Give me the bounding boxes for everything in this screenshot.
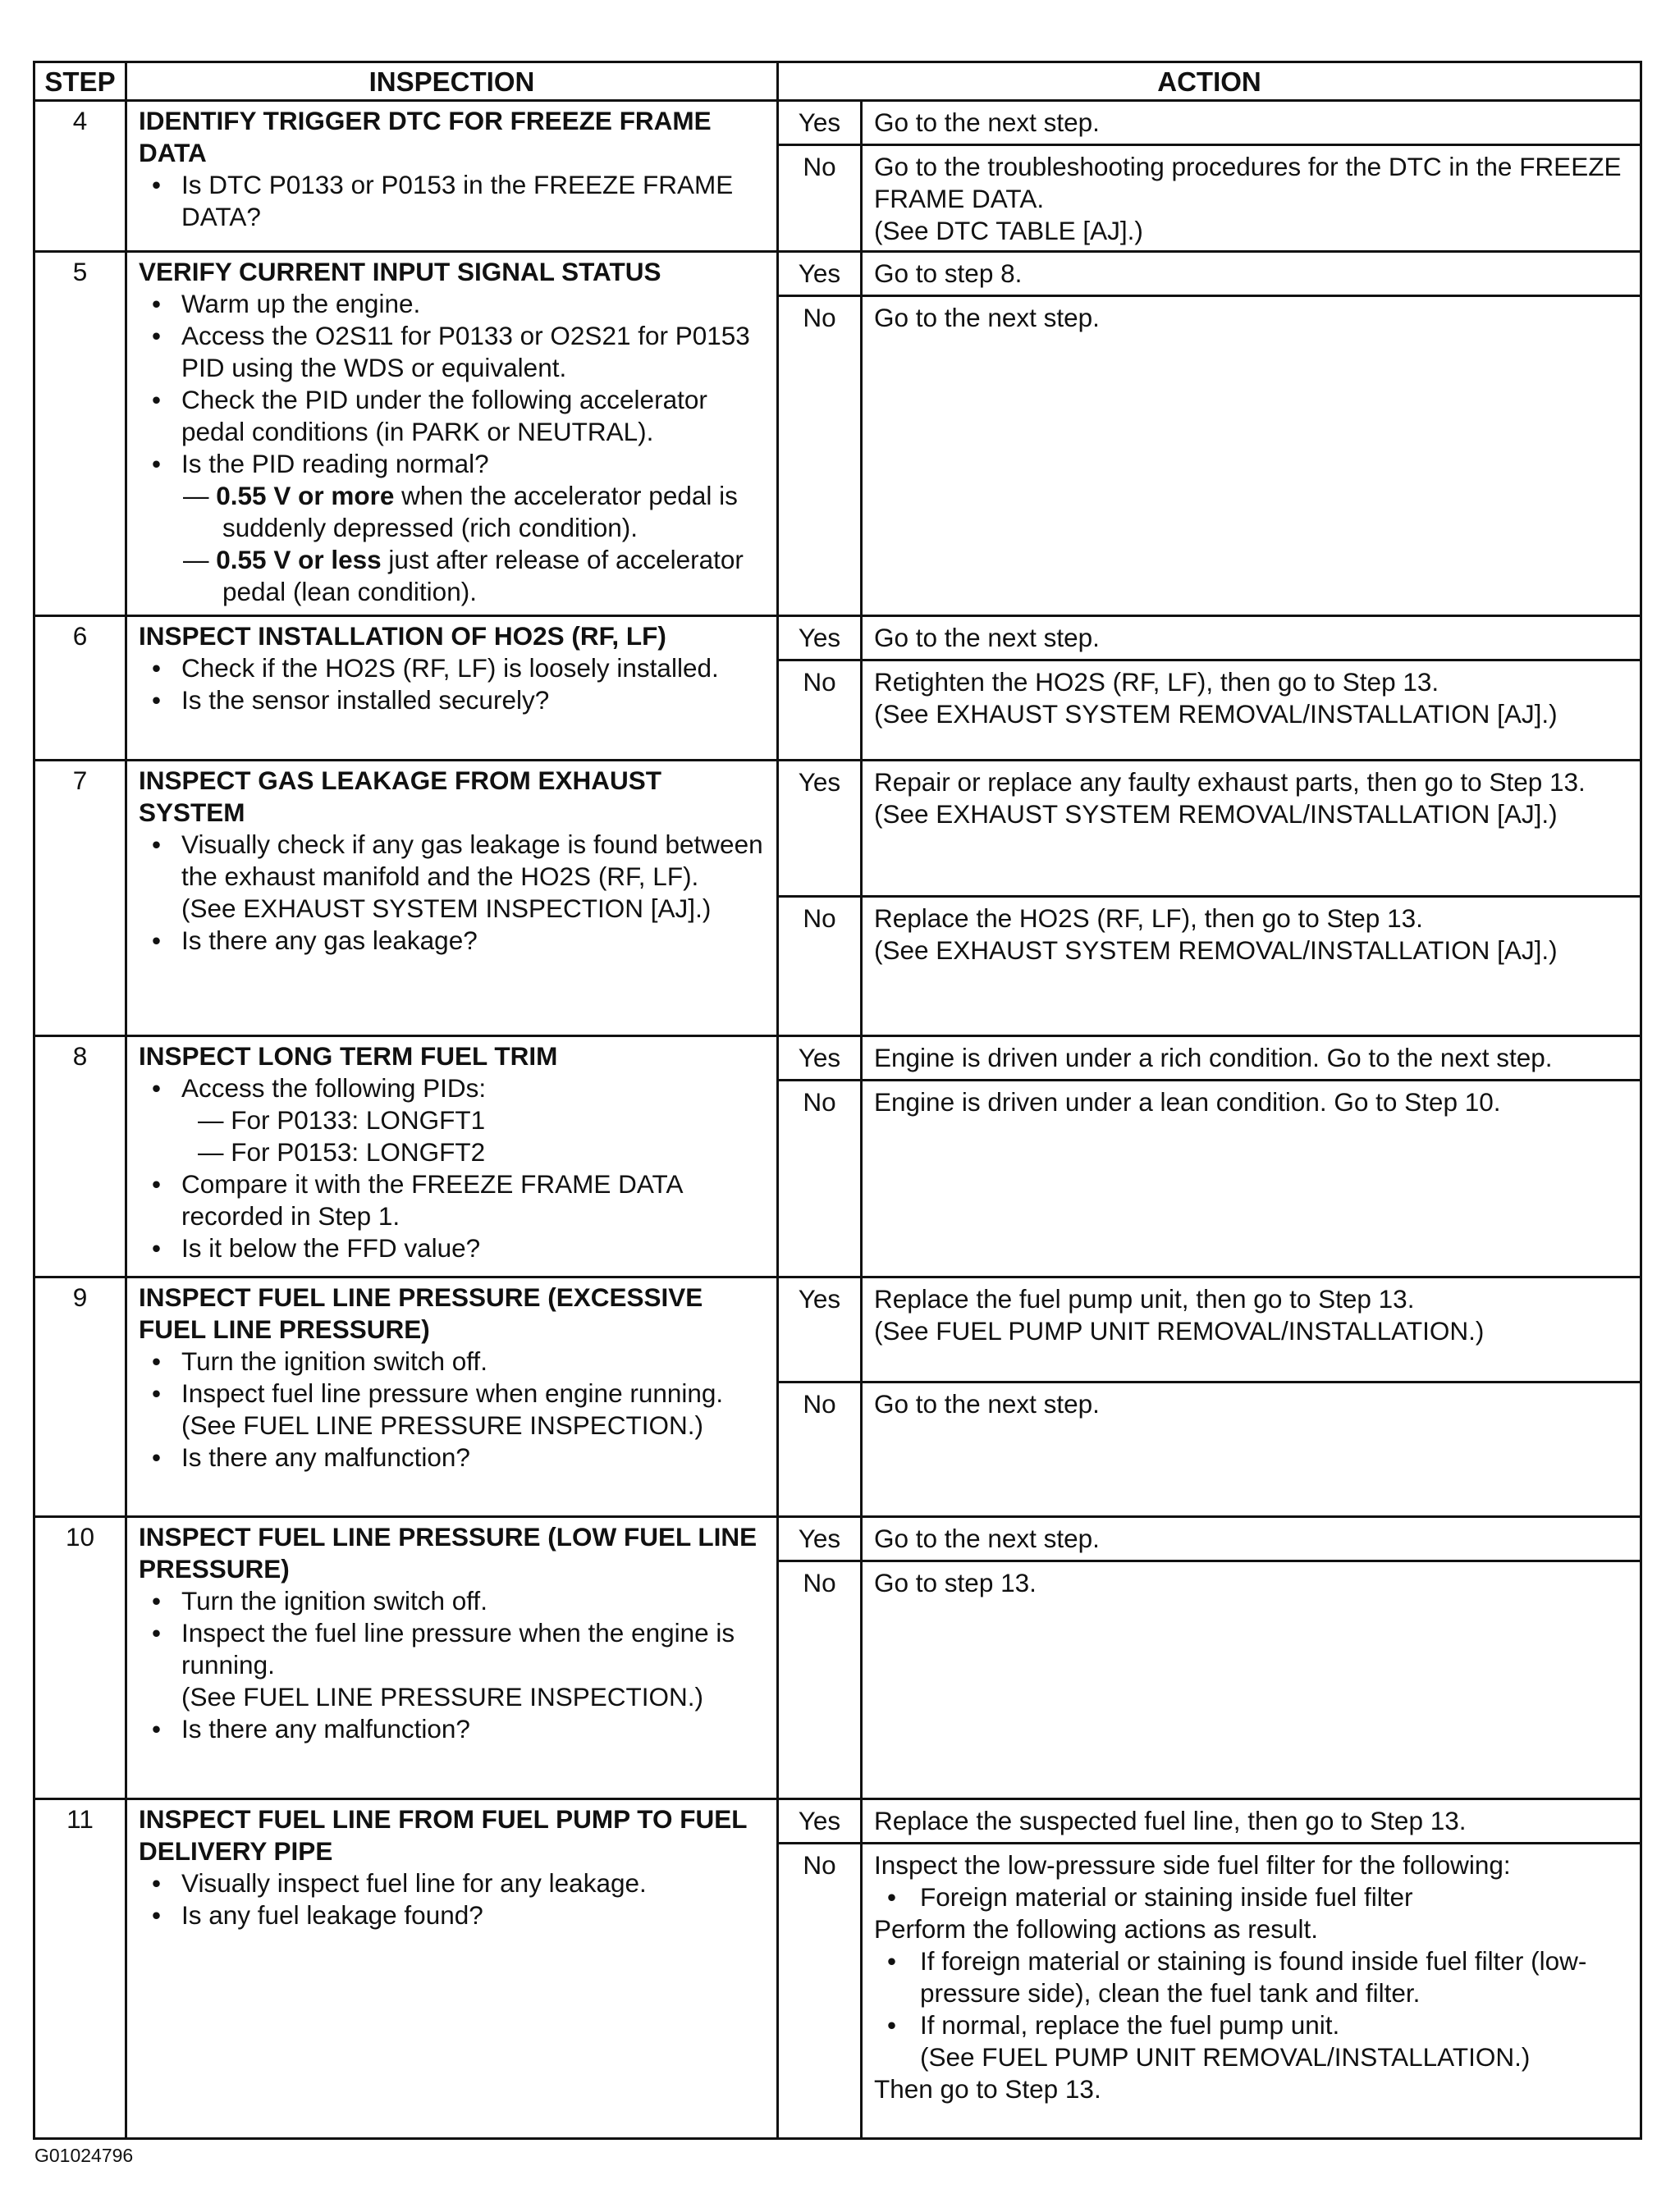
yes-action: Repair or replace any faulty exhaust parts, then go to Step 13. (See EXHAUST SYSTEM REMOVAL/INSTALLATION [AJ].) <box>862 761 1641 897</box>
step-number: 8 <box>34 1036 126 1277</box>
yes-action: Engine is driven under a rich condition. Go to the next step. <box>862 1036 1641 1081</box>
inspection-cell <box>126 761 778 1036</box>
no-action-results <box>874 1945 1630 2073</box>
inspection-item: • Access the O2S11 for P0133 or O2S21 for P0153 PID using the WDS or equivalent. <box>139 320 767 384</box>
no-action-end: Then go to Step 13. <box>874 2074 1101 2104</box>
yes-action: Replace the fuel pump unit, then go to Step 13. (See FUEL PUMP UNIT REMOVAL/INSTALLATION.) <box>862 1277 1641 1382</box>
inspection-item: • Turn the ignition switch off. <box>139 1585 767 1617</box>
inspection-cell <box>126 1799 778 2139</box>
step-number: 9 <box>34 1277 126 1517</box>
no-action: Go to the troubleshooting procedures for the DTC in the FREEZE FRAME DATA. (See DTC TABLE [AJ].) <box>862 145 1641 252</box>
yes-label: Yes <box>778 252 862 296</box>
no-action-intro: Inspect the low-pressure side fuel filter for the following: <box>874 1850 1511 1880</box>
yes-action: Go to the next step. <box>862 1517 1641 1561</box>
step-row-yes <box>34 1799 1641 1844</box>
no-label: No <box>778 1844 862 2139</box>
no-action-mid: Perform the following actions as result. <box>874 1914 1318 1944</box>
no-label: No <box>778 1081 862 1277</box>
inspection-item: • Is any fuel leakage found? <box>139 1899 767 1931</box>
voltage-criterion: — 0.55 V or more when the accelerator pedal is suddenly depressed (rich condition). <box>183 481 738 542</box>
figure-id: G01024796 <box>34 2145 134 2166</box>
no-action: Go to step 13. <box>862 1561 1641 1799</box>
inspection-cell <box>126 1277 778 1517</box>
no-label: No <box>778 145 862 252</box>
inspection-item: • Visually inspect fuel line for any leakage. <box>139 1867 767 1899</box>
inspection-cell <box>126 1036 778 1277</box>
no-label: No <box>778 296 862 616</box>
no-action: Go to the next step. <box>862 296 1641 616</box>
inspection-item: • Is there any malfunction? <box>139 1713 767 1745</box>
step-number: 10 <box>34 1517 126 1799</box>
inspection-list <box>139 652 767 716</box>
inspection-cell <box>126 101 778 252</box>
inspection-item: • Is it below the FFD value? <box>139 1232 767 1264</box>
no-action-result: • If foreign material or staining is found inside fuel filter (low-pressure side), clean the fuel tank and filter. <box>874 1945 1630 2009</box>
inspection-item: • Is the PID reading normal? <box>139 448 767 480</box>
step-number: 6 <box>34 616 126 761</box>
header-row <box>34 62 1641 101</box>
voltage-value: 0.55 V or more <box>216 481 395 510</box>
step-number: 5 <box>34 252 126 616</box>
step-row-yes <box>34 1036 1641 1081</box>
inspection-title: INSPECT FUEL LINE PRESSURE (EXCESSIVE FUEL LINE PRESSURE) <box>139 1282 703 1344</box>
yes-label: Yes <box>778 1036 862 1081</box>
inspection-list <box>139 288 767 608</box>
inspection-title: INSPECT FUEL LINE FROM FUEL PUMP TO FUEL DELIVERY PIPE <box>139 1804 747 1866</box>
yes-label: Yes <box>778 1799 862 1844</box>
header-step: STEP <box>34 62 126 101</box>
no-action <box>862 1844 1641 2139</box>
inspection-item: • Check the PID under the following accelerator pedal conditions (in PARK or NEUTRAL). <box>139 384 767 448</box>
step-number: 4 <box>34 101 126 252</box>
header-inspection: INSPECTION <box>126 62 778 101</box>
yes-action: Replace the suspected fuel line, then go to Step 13. <box>862 1799 1641 1844</box>
inspection-title: INSPECT INSTALLATION OF HO2S (RF, LF) <box>139 621 666 651</box>
yes-label: Yes <box>778 761 862 897</box>
inspection-item: • Check if the HO2S (RF, LF) is loosely installed. <box>139 652 767 684</box>
step-row-yes <box>34 101 1641 145</box>
inspection-cell <box>126 1517 778 1799</box>
yes-label: Yes <box>778 1517 862 1561</box>
inspection-subitems <box>139 480 767 608</box>
inspection-item: • Is there any gas leakage? <box>139 925 767 957</box>
inspection-title: IDENTIFY TRIGGER DTC FOR FREEZE FRAME DATA <box>139 106 712 167</box>
inspection-list <box>139 829 767 957</box>
inspection-title: INSPECT LONG TERM FUEL TRIM <box>139 1041 558 1071</box>
yes-label: Yes <box>778 1277 862 1382</box>
no-action: Retighten the HO2S (RF, LF), then go to Step 13. (See EXHAUST SYSTEM REMOVAL/INSTALLATION [AJ].) <box>862 660 1641 761</box>
voltage-value: 0.55 V or less <box>216 545 382 574</box>
no-action-checklist <box>874 1881 1630 1913</box>
header-action: ACTION <box>778 62 1641 101</box>
inspection-cell <box>126 616 778 761</box>
inspection-item: • Compare it with the FREEZE FRAME DATA recorded in Step 1. <box>139 1168 767 1232</box>
step-row-yes <box>34 761 1641 897</box>
no-action: Go to the next step. <box>862 1382 1641 1517</box>
inspection-item: • Turn the ignition switch off. <box>139 1346 767 1378</box>
inspection-list <box>139 1346 767 1474</box>
yes-label: Yes <box>778 616 862 660</box>
step-row-yes <box>34 616 1641 660</box>
step-number: 11 <box>34 1799 126 2139</box>
inspection-cell <box>126 252 778 616</box>
pid-item: — For P0133: LONGFT1 <box>198 1105 486 1135</box>
inspection-list <box>139 1585 767 1745</box>
no-action-result: • If normal, replace the fuel pump unit. (See FUEL PUMP UNIT REMOVAL/INSTALLATION.) <box>874 2009 1630 2073</box>
no-action-check: • Foreign material or staining inside fuel filter <box>874 1881 1630 1913</box>
yes-action: Go to the next step. <box>862 616 1641 660</box>
voltage-condition: just after release of accelerator pedal (lean condition). <box>222 545 744 606</box>
inspection-item: • Is the sensor installed securely? <box>139 684 767 716</box>
inspection-list <box>139 169 767 233</box>
pid-item: — For P0153: LONGFT2 <box>198 1137 486 1167</box>
diagnostic-table <box>33 61 1642 2140</box>
voltage-condition: when the accelerator pedal is suddenly depressed (rich condition). <box>222 481 738 542</box>
inspection-item: • Inspect fuel line pressure when engine running. (See FUEL LINE PRESSURE INSPECTION.) <box>139 1378 767 1442</box>
inspection-item: • Access the following PIDs: <box>139 1072 767 1104</box>
no-label: No <box>778 1561 862 1799</box>
yes-label: Yes <box>778 101 862 145</box>
inspection-title: INSPECT FUEL LINE PRESSURE (LOW FUEL LINE PRESSURE) <box>139 1522 757 1584</box>
step-number: 7 <box>34 761 126 1036</box>
no-action: Engine is driven under a lean condition. Go to Step 10. <box>862 1081 1641 1277</box>
no-label: No <box>778 660 862 761</box>
inspection-title: INSPECT GAS LEAKAGE FROM EXHAUST SYSTEM <box>139 766 662 827</box>
yes-action: Go to the next step. <box>862 101 1641 145</box>
inspection-list <box>139 1867 767 1931</box>
inspection-item: • Is DTC P0133 or P0153 in the FREEZE FRAME DATA? <box>139 169 767 233</box>
inspection-item: • Visually check if any gas leakage is found between the exhaust manifold and the HO2S (RF, LF). (See EXHAUST SYSTEM INSPECTION [AJ].) <box>139 829 767 925</box>
step-row-yes <box>34 1277 1641 1382</box>
no-action: Replace the HO2S (RF, LF), then go to Step 13. (See EXHAUST SYSTEM REMOVAL/INSTALLATION [AJ].) <box>862 897 1641 1036</box>
no-label: No <box>778 897 862 1036</box>
voltage-criterion: — 0.55 V or less just after release of accelerator pedal (lean condition). <box>183 545 744 606</box>
inspection-item: • Inspect the fuel line pressure when the engine is running. (See FUEL LINE PRESSURE INSPECTION.) <box>139 1617 767 1713</box>
step-row-yes <box>34 252 1641 296</box>
yes-action: Go to step 8. <box>862 252 1641 296</box>
inspection-title: VERIFY CURRENT INPUT SIGNAL STATUS <box>139 257 661 286</box>
inspection-item: • Is there any malfunction? <box>139 1442 767 1474</box>
no-label: No <box>778 1382 862 1517</box>
inspection-item: • Warm up the engine. <box>139 288 767 320</box>
inspection-list <box>139 1072 767 1264</box>
step-row-yes <box>34 1517 1641 1561</box>
